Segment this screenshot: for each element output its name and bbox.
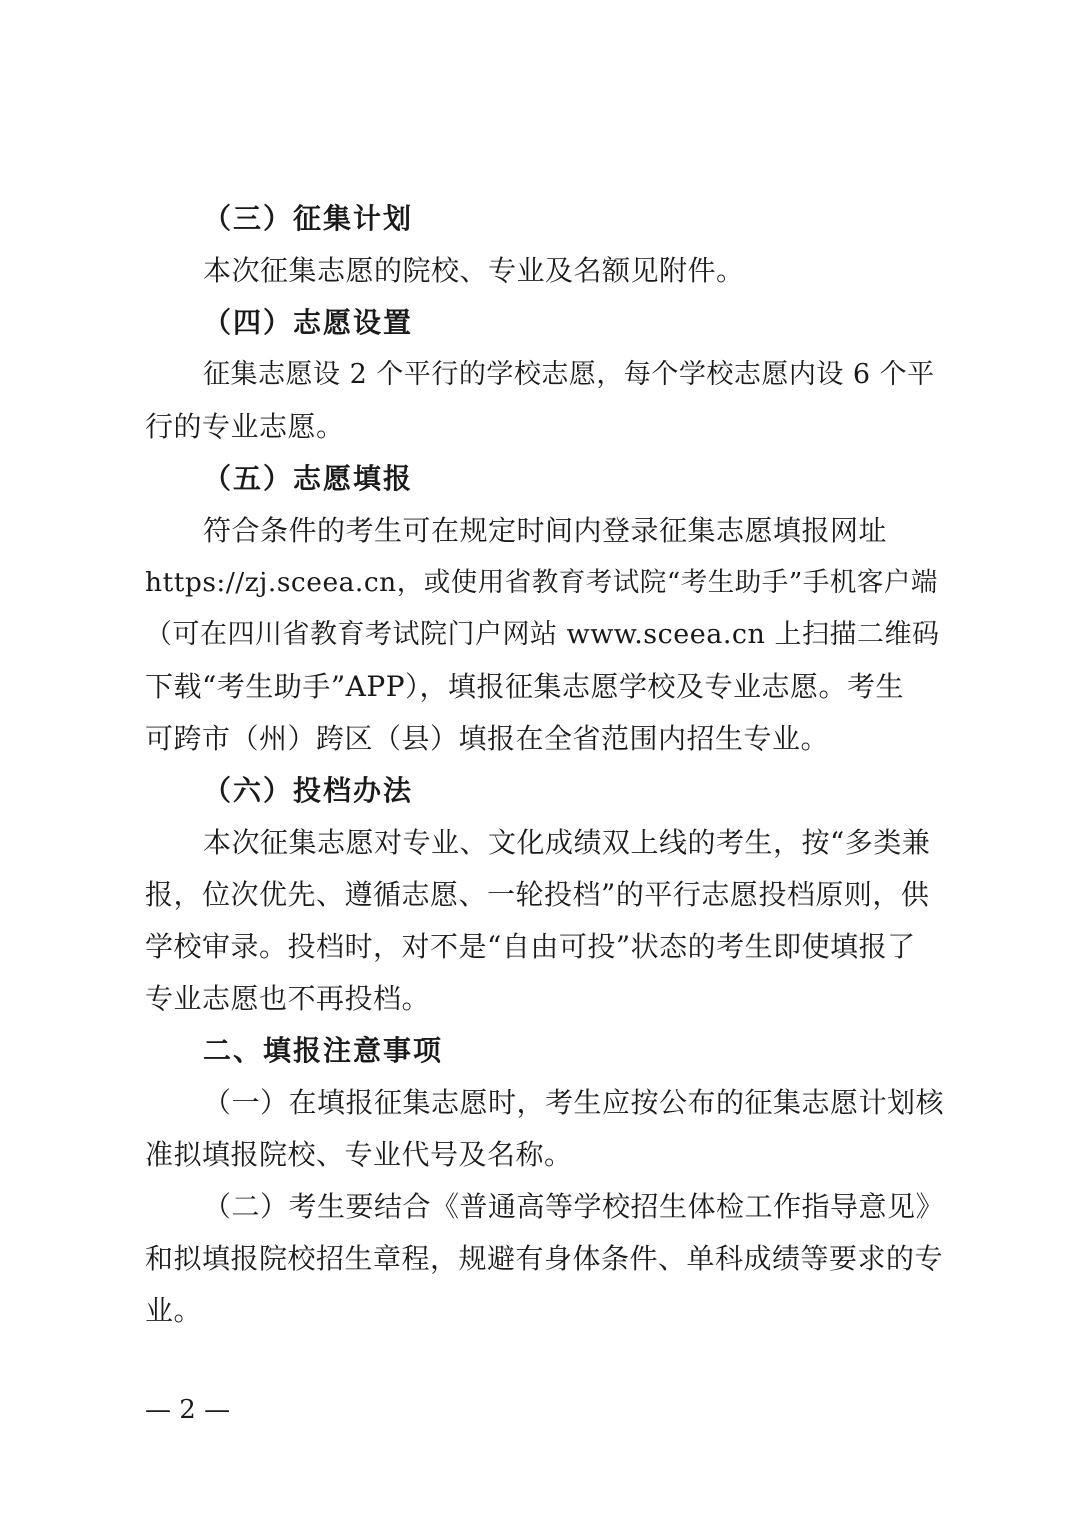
section-heading-5: （五）志愿填报: [203, 462, 414, 495]
paragraph-line: https://zj.sceea.cn，或使用省教育考试院“考生助手”手机客户端: [145, 567, 938, 598]
paragraph-line: 行的专业志愿。: [145, 410, 345, 443]
paragraph-line: 学校审录。投档时，对不是“自由可投”状态的考生即使填报了: [145, 930, 916, 963]
paragraph-line: 符合条件的考生可在规定时间内登录征集志愿填报网址: [203, 514, 888, 547]
paragraph-line: 本次征集志愿对专业、文化成绩双上线的考生，按“多类兼: [203, 826, 931, 859]
paragraph-line: 业。: [145, 1294, 203, 1327]
paragraph-line: 准拟填报院校、专业代号及名称。: [145, 1138, 573, 1171]
page-number: — 2 —: [145, 1395, 231, 1425]
paragraph-line: 和拟填报院校招生章程，规避有身体条件、单科成绩等要求的专: [145, 1242, 944, 1275]
paragraph-line: 报，位次优先、遵循志愿、一轮投档”的平行志愿投档原则，供: [145, 878, 930, 911]
section-heading-notes: 二、填报注意事项: [203, 1034, 444, 1067]
section-heading-4: （四）志愿设置: [203, 306, 414, 339]
paragraph-line: （二）考生要结合《普通高等学校招生体检工作指导意见》: [203, 1190, 945, 1223]
section-heading-6: （六）投档办法: [203, 774, 414, 807]
paragraph-line: 本次征集志愿的院校、专业及名额见附件。: [203, 254, 745, 287]
section-heading-3: （三）征集计划: [203, 202, 414, 235]
paragraph-line: 下载“考生助手”APP），填报征集志愿学校及专业志愿。考生: [145, 670, 905, 703]
paragraph-line: 专业志愿也不再投档。: [145, 982, 431, 1015]
paragraph-line: 征集志愿设 2 个平行的学校志愿，每个学校志愿内设 6 个平: [203, 359, 935, 390]
paragraph-line: （一）在填报征集志愿时，考生应按公布的征集志愿计划核: [203, 1086, 945, 1119]
paragraph-line: 可跨市（州）跨区（县）填报在全省范围内招生专业。: [145, 722, 830, 755]
paragraph-line: （可在四川省教育考试院门户网站 www.sceea.cn 上扫描二维码: [145, 619, 940, 650]
document-body: [145, 193, 945, 1337]
